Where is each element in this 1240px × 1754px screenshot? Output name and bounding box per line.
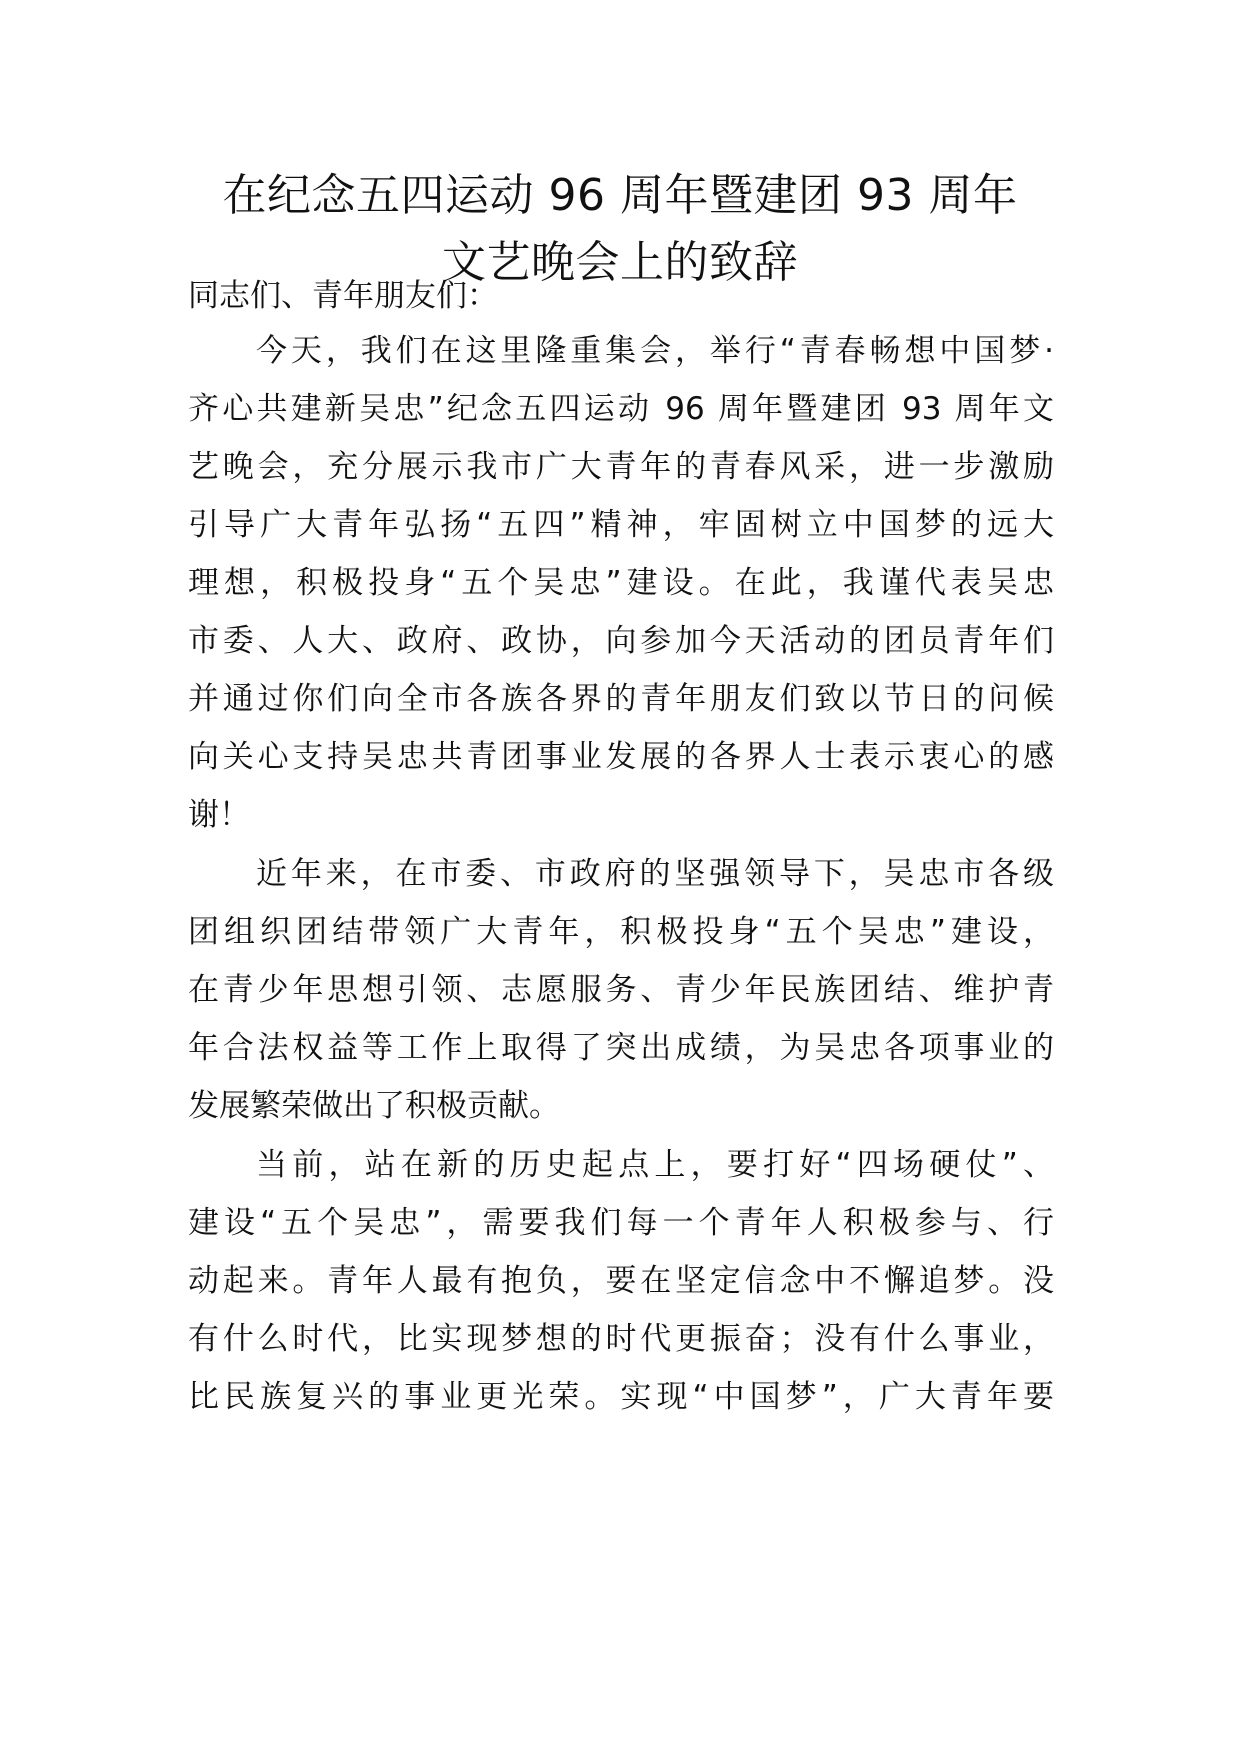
paragraph-2-line-2: 团组织团结带领广大青年，积极投身“五个吴忠”建设， (188, 914, 1054, 950)
paragraph-3-line-4: 有什么时代，比实现梦想的时代更振奋；没有什么事业， (188, 1321, 1054, 1357)
paragraph-3-line-5: 比民族复兴的事业更光荣。实现“中国梦”，广大青年要 (188, 1379, 1054, 1415)
paragraph-1-line-7: 并通过你们向全市各族各界的青年朋友们致以节日的问候 (188, 681, 1054, 717)
salutation: 同志们、青年朋友们： (188, 278, 498, 314)
paragraph-1-line-8: 向关心支持吴忠共青团事业发展的各界人士表示衷心的感 (188, 739, 1054, 775)
document-title-line-1: 在纪念五四运动 96 周年暨建团 93 周年 (222, 170, 1018, 221)
paragraph-1-line-4: 引导广大青年弘扬“五四”精神，牢固树立中国梦的远大 (188, 507, 1054, 543)
paragraph-2-line-5: 发展繁荣做出了积极贡献。 (188, 1088, 560, 1124)
paragraph-1-line-5: 理想，积极投身“五个吴忠”建设。在此，我谨代表吴忠 (188, 565, 1054, 601)
paragraph-1-line-9: 谢！ (188, 797, 250, 833)
document-title-line-2: 文艺晚会上的致辞 (442, 237, 798, 288)
paragraph-1-line-1: 今天，我们在这里隆重集会，举行“青春畅想中国梦· (256, 333, 1054, 369)
paragraph-3-line-2: 建设“五个吴忠”，需要我们每一个青年人积极参与、行 (188, 1205, 1054, 1241)
paragraph-2-line-1: 近年来，在市委、市政府的坚强领导下，吴忠市各级 (256, 856, 1054, 892)
paragraph-1-line-2: 齐心共建新吴忠”纪念五四运动 96 周年暨建团 93 周年文 (188, 391, 1054, 427)
paragraph-2-line-3: 在青少年思想引领、志愿服务、青少年民族团结、维护青 (188, 972, 1054, 1008)
paragraph-2-line-4: 年合法权益等工作上取得了突出成绩，为吴忠各项事业的 (188, 1030, 1054, 1066)
paragraph-3-line-3: 动起来。青年人最有抱负，要在坚定信念中不懈追梦。没 (188, 1263, 1054, 1299)
paragraph-1-line-6: 市委、人大、政府、政协，向参加今天活动的团员青年们 (188, 623, 1054, 659)
paragraph-3-line-1: 当前，站在新的历史起点上，要打好“四场硬仗”、 (256, 1147, 1054, 1183)
paragraph-1-line-3: 艺晚会，充分展示我市广大青年的青春风采，进一步激励 (188, 449, 1054, 485)
